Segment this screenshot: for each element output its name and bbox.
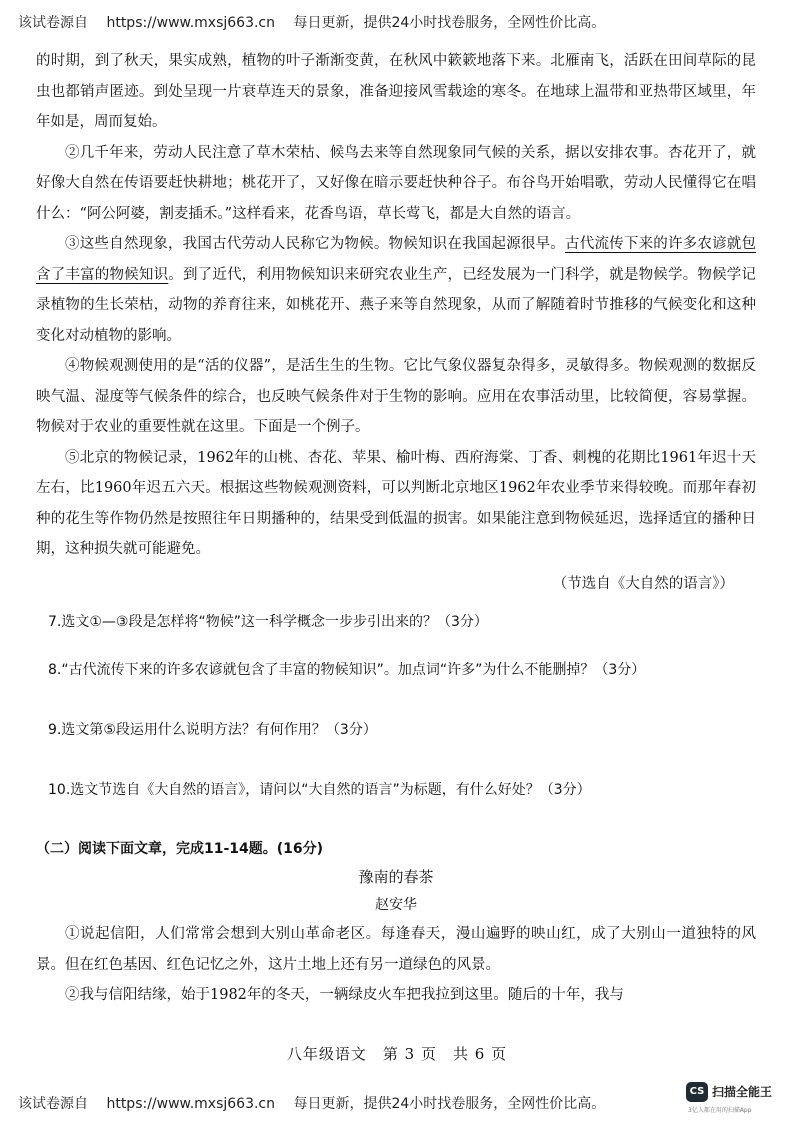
- paragraph-3-tail: 。到了近代，利用物候知识来研究农业生产，已经发展为一门科学，就是物候学。物候学记录植物的生长荣枯，动物的养育往来，如桃花开、燕子来等自然现象，从而了解随着时节推移的气候变化和这种变化对动植物的影响。: [36, 266, 756, 344]
- underlined-sentence: 古代流传下来的许多农谚就包含了丰富的物候知识: [36, 236, 757, 283]
- banner-source-label: 该试卷源自: [18, 15, 88, 31]
- banner-source-label: 该试卷源自: [18, 1096, 88, 1112]
- question-10: 10.选文节选自《大自然的语言》，请问以“大自然的语言”为标题，有什么好处？（3分）: [48, 782, 591, 798]
- article-paragraph-1: ①说起信阳，人们常常会想到大别山革命老区。每逢春天，漫山遍野的映山红，成了大别山一道独特的风景。但在红色基因、红色记忆之外，这片土地上还有另一道绿色的风景。: [36, 926, 756, 973]
- question-8: 8.“古代流传下来的许多农谚就包含了丰富的物候知识”。加点词“许多”为什么不能删掉？（3分）: [48, 662, 646, 678]
- camscanner-icon: CS: [686, 1082, 708, 1102]
- source-banner-top: [18, 12, 778, 36]
- page-footer: 八年级语文 第 3 页 共 6 页: [286, 1045, 508, 1063]
- logo-tagline: 3亿人都在用的扫描App: [688, 1107, 752, 1114]
- passage-source-note: （节选自《大自然的语言》）: [552, 575, 734, 592]
- scanner-app-logo: [686, 1078, 786, 1118]
- section-2-heading: （二）阅读下面文章，完成11-14题。(16分): [36, 841, 324, 857]
- source-banner-bottom: [18, 1093, 778, 1117]
- logo-name: 扫描全能王: [712, 1085, 773, 1099]
- banner-url-link[interactable]: https://www.mxsj663.cn: [106, 1096, 275, 1112]
- article-title: 豫南的春茶: [358, 868, 434, 886]
- banner-slogan: 每日更新，提供24小时找卷服务，全网性价比高。: [293, 15, 606, 31]
- passage-paragraph-5: ⑤北京的物候记录，1962年的山桃、杏花、苹果、榆叶梅、西府海棠、丁香、刺槐的花期比1961年迟十天左右，比1960年迟五六天。根据这些物候观测资料，可以判断北京地区1962年农业季节来得较晚。而那年春初种的花生等作物仍然是按照往年日期播种的，结果受到低温的损害。如果能注意到物候延迟，选择适宜的播种日期，这种损失就可能避免。: [36, 449, 756, 557]
- passage-paragraph-2: ②几千年来，劳动人民注意了草木荣枯、候鸟去来等自然现象同气候的关系，据以安排农事。杏花开了，就好像大自然在传语要赶快耕地；桃花开了，又好像在暗示要赶快种谷子。布谷鸟开始唱歌，劳动人民懂得它在唱什么：“阿公阿婆，割麦插禾。”这样看来，花香鸟语，草长莺飞，都是大自然的语言。: [36, 144, 756, 222]
- paragraph-3-lead: ③这些自然现象，我国古代劳动人民称它为物候。物候知识在我国起源很早。: [65, 236, 566, 252]
- banner-slogan: 每日更新，提供24小时找卷服务，全网性价比高。: [293, 1096, 606, 1112]
- passage-paragraph-0: 的时期，到了秋天，果实成熟，植物的叶子渐渐变黄，在秋风中簌簌地落下来。北雁南飞，活跃在田间草际的昆虫也都销声匿迹。到处呈现一片衰草连天的景象，准备迎接风雪载途的寒冬。在地球上温带和亚热带区域里，年年如是，周而复始。: [36, 53, 756, 130]
- passage-paragraph-3: [36, 229, 756, 351]
- banner-url-link[interactable]: https://www.mxsj663.cn: [106, 15, 275, 31]
- article-author: 赵安华: [375, 897, 417, 913]
- page-content: [36, 46, 756, 1011]
- article-paragraph-2: ②我与信阳结缘，始于1982年的冬天，一辆绿皮火车把我拉到这里。随后的十年，我与: [65, 987, 624, 1003]
- question-9: 9.选文第⑤段运用什么说明方法？有何作用？（3分）: [48, 722, 377, 738]
- passage-paragraph-4: ④物候观测使用的是“活的仪器”，是活生生的生物。它比气象仪器复杂得多，灵敏得多。物候观测的数据反映气温、湿度等气候条件的综合，也反映气候条件对于生物的影响。应用在农事活动里，比较简便，容易掌握。物候对于农业的重要性就在这里。下面是一个例子。: [36, 358, 756, 435]
- question-7: 7.选文①—③段是怎样将“物候”这一科学概念一步步引出来的？（3分）: [48, 614, 488, 630]
